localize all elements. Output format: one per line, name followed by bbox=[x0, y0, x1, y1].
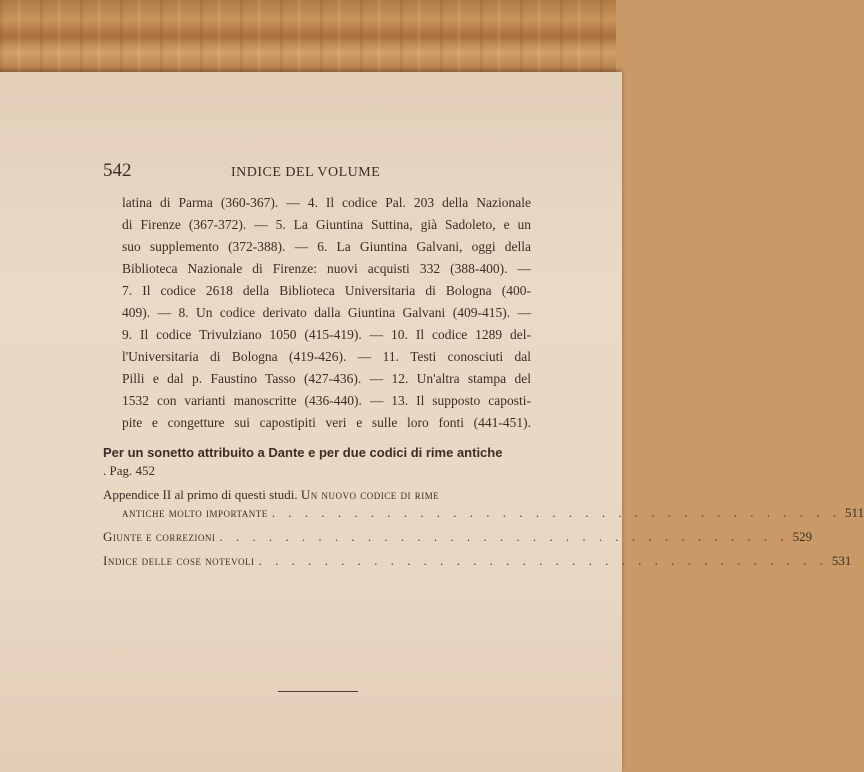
body-line: Biblioteca Nazionale di Firenze: nuovi acquisti 332 (388-400). — bbox=[122, 261, 531, 276]
page-number: 542 bbox=[103, 160, 132, 181]
body-line: 1532 con varianti manoscritte (436-440). — 13. Il supposto caposti- bbox=[122, 393, 531, 408]
leader-dots: . . . . . . . . . . . . . . . . . . . . . . . . . . . . . . . . . . . bbox=[219, 529, 789, 544]
page-header bbox=[103, 160, 531, 188]
entry-title: Appendice II al primo di questi studi. bbox=[103, 487, 298, 502]
leader-dots: . . . . . . . . . . . . . . . . . . . . . . . . . . . . . . . . . . . bbox=[258, 553, 828, 568]
body-line: suo supplemento (372-388). — 6. La Giuntina Galvani, oggi della bbox=[122, 239, 531, 254]
toc-entry-indice bbox=[103, 552, 852, 570]
page-prefix: . Pag. bbox=[103, 463, 133, 478]
page-ref: 531 bbox=[831, 553, 852, 568]
body-line: Pilli e dal p. Faustino Tasso (427-436). — 12. Un'altra stampa del bbox=[122, 371, 531, 386]
toc-entry-appendice-cont bbox=[122, 504, 864, 522]
entry-title: Giunte e correzioni bbox=[103, 529, 216, 544]
body-line: 9. Il codice Trivulziano 1050 (415-419). — 10. Il codice 1289 del- bbox=[122, 327, 531, 342]
running-head: INDICE DEL VOLUME bbox=[231, 165, 381, 180]
toc-entry-appendice bbox=[103, 486, 531, 504]
entry-subtitle: antiche molto importante bbox=[122, 505, 268, 520]
body-line: 409). — 8. Un codice derivato dalla Giuntina Galvani (409-415). — bbox=[122, 305, 531, 320]
entry-title: Indice delle cose notevoli bbox=[103, 553, 255, 568]
toc-entry-sonetto bbox=[103, 444, 531, 480]
page-ref: 529 bbox=[792, 529, 813, 544]
leader-dots: . . . . . . . . . . . . . . . . . . . . . . . . . . . . . . . . . . . bbox=[271, 505, 841, 520]
contents-paragraph bbox=[122, 192, 531, 434]
body-line: pite e congetture sui capostipiti veri e sulle loro fonti (441-451). bbox=[122, 415, 531, 430]
body-line: latina di Parma (360-367). — 4. Il codice Pal. 203 della Nazionale bbox=[122, 195, 531, 210]
body-line: 7. Il codice 2618 della Biblioteca Universitaria di Bologna (400- bbox=[122, 283, 531, 298]
entry-title: Per un sonetto attribuito a Dante e per due codici di rime antiche bbox=[103, 445, 503, 460]
body-line: l'Universitaria di Bologna (419-426). — 11. Testi conosciuti dal bbox=[122, 349, 531, 364]
end-rule bbox=[278, 691, 358, 692]
toc-entry-giunte bbox=[103, 528, 813, 546]
page-ref: 511 bbox=[845, 505, 864, 520]
page-content bbox=[103, 160, 864, 570]
entry-subtitle: Un nuovo codice di rime bbox=[300, 487, 440, 502]
wooden-table-background bbox=[0, 0, 616, 80]
page-ref: 452 bbox=[135, 463, 155, 478]
body-line: di Firenze (367-372). — 5. La Giuntina Suttina, già Sadoleto, e un bbox=[122, 217, 531, 232]
